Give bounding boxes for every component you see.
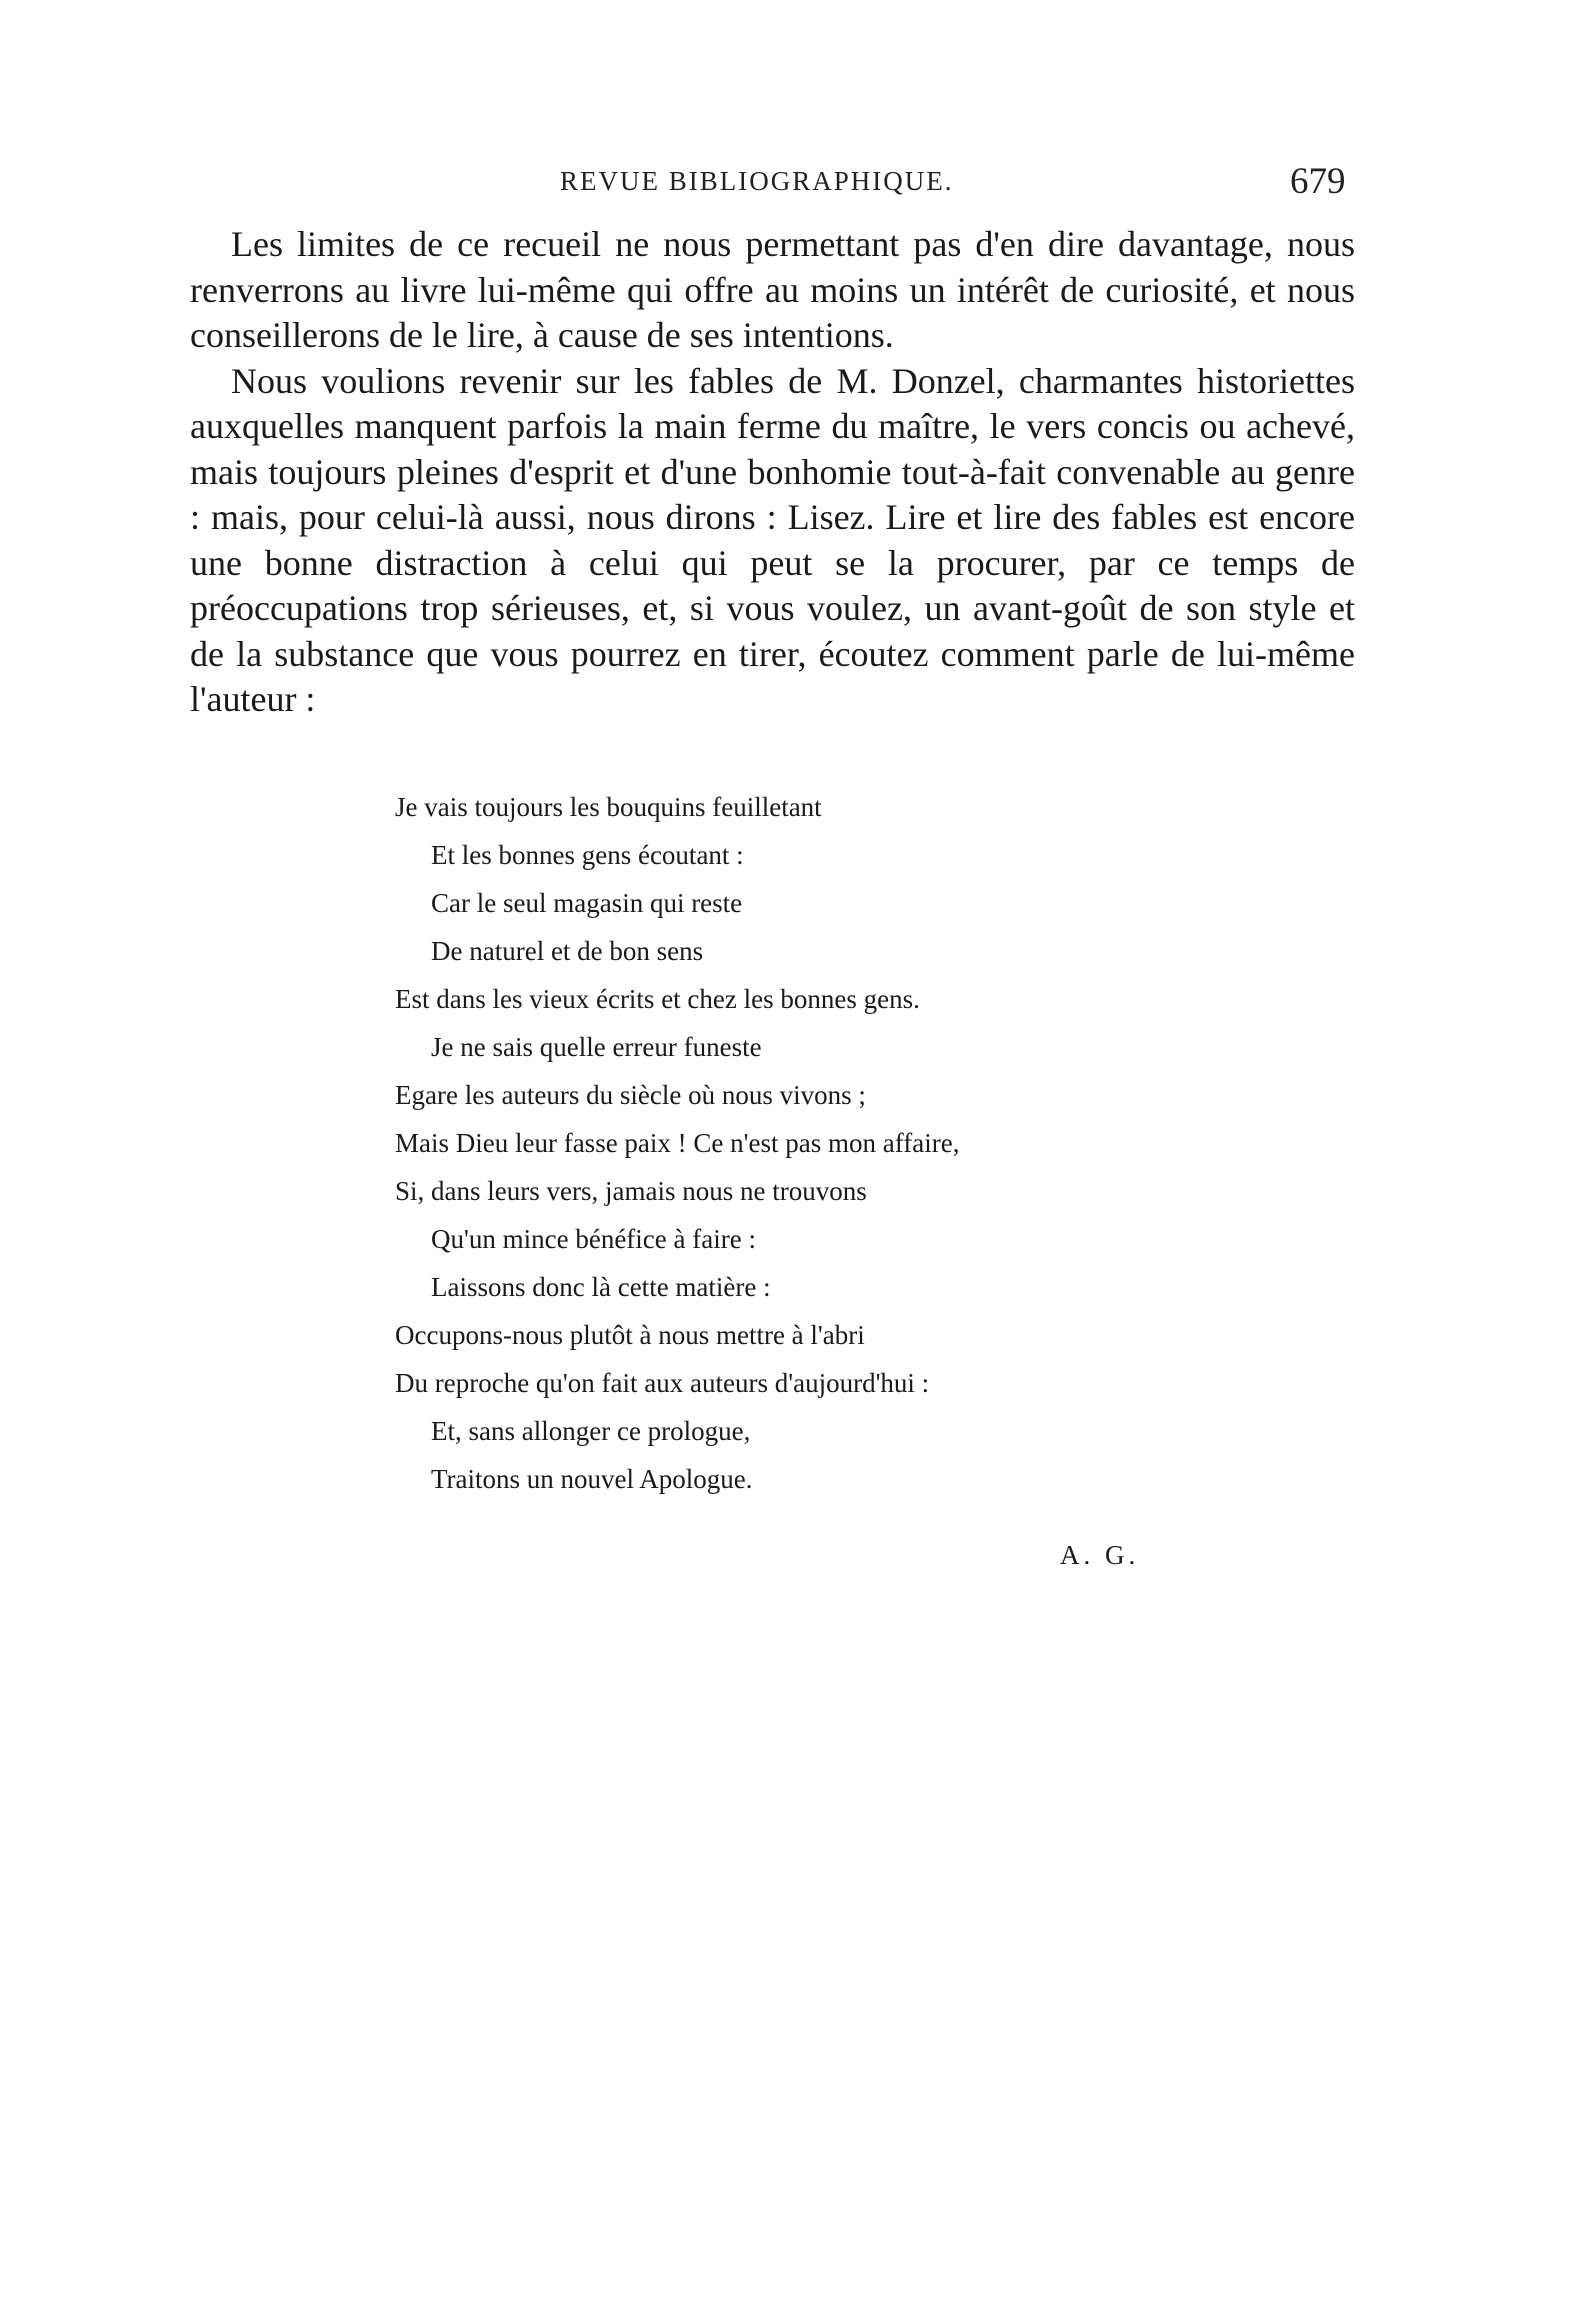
poem-line: Et, sans allonger ce prologue, (431, 1416, 751, 1446)
poem-line: Egare les auteurs du siècle où nous vivons ; (395, 1080, 866, 1110)
poem-line: Mais Dieu leur fasse paix ! Ce n'est pas mon affaire, (395, 1128, 960, 1158)
paragraph: Nous voulions revenir sur les fables de M. Donzel, charmantes historiettes auxquelles manquent parfois la main ferme du maître, le vers concis ou achevé, mais toujours pleines d'esprit et d'une bonhomie tout-à-fait convenable au genre : mais, pour celui-là aussi, nous dirons : Lisez. Lire et lire des fables est encore une bonne distraction à celui qui peut se la procurer, par ce temps de préoccupations trop sérieuses, et, si vous voulez, un avant-goût de son style et de la substance que vous pourrez en tirer, écoutez comment parle de lui-même l'auteur : (190, 360, 1355, 719)
poem-line: Je vais toujours les bouquins feuilletant (395, 792, 822, 822)
paragraph: Les limites de ce recueil ne nous permettant pas d'en dire davantage, nous renverrons au livre lui-même qui offre au moins un intérêt de curiosité, et nous conseillerons de le lire, à cause de ses intentions. (190, 224, 1355, 355)
poem-line: Et les bonnes gens écoutant : (431, 840, 744, 870)
page-number: 679 (1290, 161, 1346, 202)
poem-line: De naturel et de bon sens (431, 936, 704, 966)
poem-line: Du reproche qu'on fait aux auteurs d'aujourd'hui : (395, 1368, 930, 1398)
body-text (190, 222, 1355, 723)
poem-line: Occupons-nous plutôt à nous mettre à l'abri (395, 1320, 865, 1350)
poem (395, 783, 1195, 1503)
running-title: REVUE BIBLIOGRAPHIQUE. (560, 166, 954, 196)
poem-line: Traitons un nouvel Apologue. (431, 1464, 753, 1494)
poem-line: Car le seul magasin qui reste (431, 888, 743, 918)
poem-line: Est dans les vieux écrits et chez les bonnes gens. (395, 984, 920, 1014)
poem-line: Si, dans leurs vers, jamais nous ne trouvons (395, 1176, 867, 1206)
author-signature: A. G. (1060, 1540, 1140, 1570)
poem-line: Je ne sais quelle erreur funeste (431, 1032, 762, 1062)
poem-line: Qu'un mince bénéfice à faire : (431, 1224, 756, 1254)
poem-line: Laissons donc là cette matière : (431, 1272, 771, 1302)
